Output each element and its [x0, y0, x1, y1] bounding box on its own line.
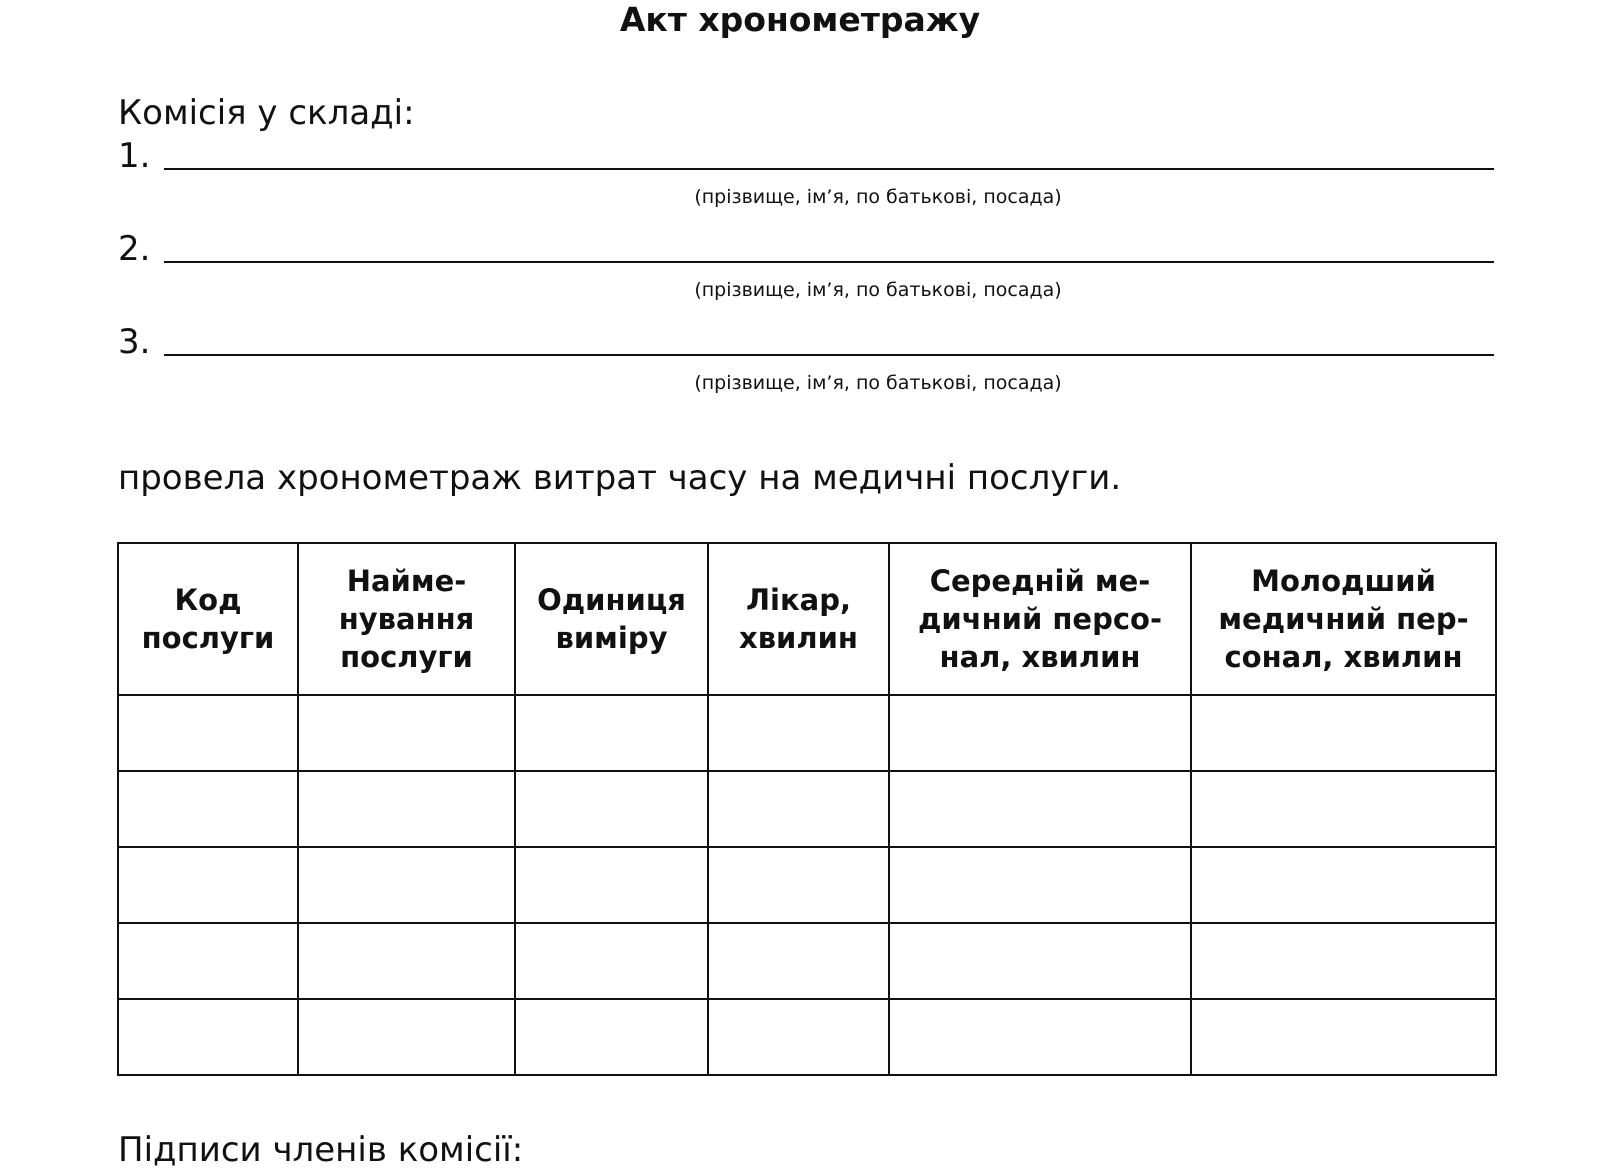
member-number: 1. [118, 136, 151, 176]
table-cell[interactable] [515, 847, 708, 923]
member-name-blank[interactable] [164, 324, 1494, 356]
table-cell[interactable] [1191, 771, 1496, 847]
statement-text: провела хронометраж витрат часу на медичні послуги. [118, 458, 1122, 498]
header-service-name: Найме-нування послуги [298, 543, 515, 695]
table-cell[interactable] [515, 771, 708, 847]
header-mid-staff-minutes: Середній ме-дичний персо-нал, хвилин [889, 543, 1191, 695]
table-cell[interactable] [889, 923, 1191, 999]
timing-table [117, 542, 1497, 1076]
table-row [118, 847, 1496, 923]
table-cell[interactable] [708, 771, 889, 847]
table-cell[interactable] [298, 999, 515, 1075]
table-body [118, 695, 1496, 1075]
table-cell[interactable] [889, 771, 1191, 847]
member-number: 2. [118, 229, 151, 269]
member-number: 3. [118, 322, 151, 362]
table-cell[interactable] [515, 923, 708, 999]
member-caption: (прізвище, ім’я, по батькові, посада) [694, 279, 1062, 301]
table-row [118, 923, 1496, 999]
table-cell[interactable] [118, 771, 298, 847]
table-cell[interactable] [889, 695, 1191, 771]
signatures-label: Підписи членів комісії: [118, 1130, 524, 1170]
member-caption: (прізвище, ім’я, по батькові, посада) [694, 372, 1062, 394]
table-cell[interactable] [515, 999, 708, 1075]
table-cell[interactable] [708, 847, 889, 923]
table-cell[interactable] [515, 695, 708, 771]
commission-label: Комісія у складі: [118, 93, 415, 133]
table-cell[interactable] [118, 999, 298, 1075]
table-row [118, 771, 1496, 847]
table-row [118, 999, 1496, 1075]
table-header-row [118, 543, 1496, 695]
table-cell[interactable] [118, 923, 298, 999]
member-name-blank[interactable] [164, 231, 1494, 263]
table-cell[interactable] [298, 923, 515, 999]
table-cell[interactable] [708, 923, 889, 999]
member-caption: (прізвище, ім’я, по батькові, посада) [694, 186, 1062, 208]
header-unit: Одиниця виміру [515, 543, 708, 695]
table-cell[interactable] [889, 999, 1191, 1075]
page-title: Акт хронометражу [619, 0, 981, 39]
header-service-code: Код послуги [118, 543, 298, 695]
table-cell[interactable] [118, 695, 298, 771]
table-cell[interactable] [708, 999, 889, 1075]
table-cell[interactable] [298, 847, 515, 923]
header-junior-staff-minutes: Молодший медичний пер-сонал, хвилин [1191, 543, 1496, 695]
table-cell[interactable] [1191, 847, 1496, 923]
table-cell[interactable] [708, 695, 889, 771]
member-name-blank[interactable] [164, 138, 1494, 170]
table-cell[interactable] [1191, 923, 1496, 999]
table-row [118, 695, 1496, 771]
table-cell[interactable] [298, 695, 515, 771]
header-doctor-minutes: Лікар, хвилин [708, 543, 889, 695]
table-cell[interactable] [298, 771, 515, 847]
member-line-2 [118, 227, 1494, 271]
member-line-3 [118, 320, 1494, 364]
member-line-1 [118, 134, 1494, 178]
table-cell[interactable] [1191, 695, 1496, 771]
table-cell[interactable] [118, 847, 298, 923]
table-cell[interactable] [1191, 999, 1496, 1075]
table-cell[interactable] [889, 847, 1191, 923]
